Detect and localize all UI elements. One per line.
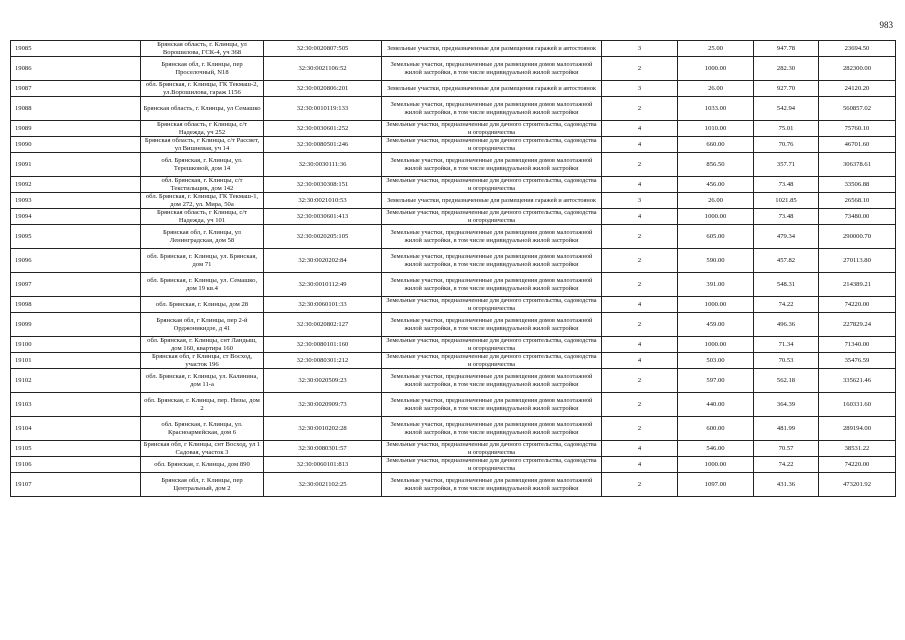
land-use-type-cell: Земельные участки, предназначенные для размещения домов малоэтажной жилой застройки, в том числе индивидуальной жилой застройки xyxy=(382,313,602,337)
table-row xyxy=(11,193,896,209)
row-number: 19103 xyxy=(11,393,141,417)
row-number: 19098 xyxy=(11,297,141,313)
table-row xyxy=(11,473,896,497)
row-number: 19104 xyxy=(11,417,141,441)
address-cell: обл. Брянская, г. Клинцы, ул. Красноармейская, дом 6 xyxy=(141,417,264,441)
cadastral-number-cell: 32:30:0030601:252 xyxy=(264,121,382,137)
row-number: 19096 xyxy=(11,249,141,273)
row-number: 19093 xyxy=(11,193,141,209)
cadastral-value-cell: 227829.24 xyxy=(819,313,896,337)
cadastral-number-cell: 32:30:0030601:413 xyxy=(264,209,382,225)
group-cell: 4 xyxy=(602,441,678,457)
cadastral-number-cell: 32:30:0020807:505 xyxy=(264,41,382,57)
unit-price-cell: 73.48 xyxy=(754,177,819,193)
address-cell: Брянская область, г Клинцы, с/т Надежда, уч 252 xyxy=(141,121,264,137)
cadastral-number-cell: 32:30:0020202:84 xyxy=(264,249,382,273)
cadastral-number-cell: 32:30:0030308:151 xyxy=(264,177,382,193)
cadastral-number-cell: 32:30:0060101:813 xyxy=(264,457,382,473)
page-number: 983 xyxy=(879,20,893,30)
address-cell: обл. Брянская, г. Клинцы, с/т Текстильщик, дом 142 xyxy=(141,177,264,193)
cadastral-value-cell: 473201.92 xyxy=(819,473,896,497)
cadastral-number-cell: 32:30:0020802:127 xyxy=(264,313,382,337)
address-cell: обл. Брянская, г. Клинцы, дом 28 xyxy=(141,297,264,313)
group-cell: 2 xyxy=(602,249,678,273)
row-number: 19107 xyxy=(11,473,141,497)
row-number: 19099 xyxy=(11,313,141,337)
table-body xyxy=(11,41,896,497)
area-cell: 25.00 xyxy=(678,41,754,57)
cadastral-number-cell: 32:30:0010119:133 xyxy=(264,97,382,121)
cadastral-value-cell: 73480.00 xyxy=(819,209,896,225)
group-cell: 4 xyxy=(602,209,678,225)
row-number: 19101 xyxy=(11,353,141,369)
land-use-type-cell: Земельные участки, предназначенные для дачного строительства, садоводства и огородничества xyxy=(382,137,602,153)
area-cell: 26.00 xyxy=(678,81,754,97)
cadastral-number-cell: 32:30:0020509:23 xyxy=(264,369,382,393)
table-row xyxy=(11,337,896,353)
row-number: 19086 xyxy=(11,57,141,81)
area-cell: 459.00 xyxy=(678,313,754,337)
cadastral-number-cell: 32:30:0010112:49 xyxy=(264,273,382,297)
row-number: 19088 xyxy=(11,97,141,121)
cadastral-value-cell: 74220.00 xyxy=(819,457,896,473)
unit-price-cell: 70.76 xyxy=(754,137,819,153)
row-number: 19089 xyxy=(11,121,141,137)
area-cell: 660.00 xyxy=(678,137,754,153)
address-cell: Брянская обл, г. Клинцы, пер Проселочный, N18 xyxy=(141,57,264,81)
group-cell: 4 xyxy=(602,353,678,369)
area-cell: 546.00 xyxy=(678,441,754,457)
group-cell: 2 xyxy=(602,225,678,249)
land-use-type-cell: Земельные участки, предназначенные для размещения домов малоэтажной жилой застройки, в том числе индивидуальной жилой застройки xyxy=(382,473,602,497)
group-cell: 3 xyxy=(602,41,678,57)
cadastral-number-cell: 32:30:0020909:73 xyxy=(264,393,382,417)
land-use-type-cell: Земельные участки, предназначенные для размещения домов малоэтажной жилой застройки, в том числе индивидуальной жилой застройки xyxy=(382,249,602,273)
cadastral-number-cell: 32:30:0021010:53 xyxy=(264,193,382,209)
land-use-type-cell: Земельные участки, предназначенные для размещения домов малоэтажной жилой застройки, в том числе индивидуальной жилой застройки xyxy=(382,417,602,441)
address-cell: Брянская обл, г. Клинцы, пер Центральный, дом 2 xyxy=(141,473,264,497)
area-cell: 1000.00 xyxy=(678,209,754,225)
table-row xyxy=(11,57,896,81)
area-cell: 1033.00 xyxy=(678,97,754,121)
cadastral-value-cell: 24120.20 xyxy=(819,81,896,97)
table-row xyxy=(11,153,896,177)
table-row xyxy=(11,97,896,121)
cadastral-number-cell: 32:30:0020806:201 xyxy=(264,81,382,97)
cadastral-value-cell: 160331.60 xyxy=(819,393,896,417)
row-number: 19091 xyxy=(11,153,141,177)
unit-price-cell: 548.31 xyxy=(754,273,819,297)
cadastral-number-cell: 32:30:0060101:33 xyxy=(264,297,382,313)
row-number: 19094 xyxy=(11,209,141,225)
land-use-type-cell: Земельные участки, предназначенные для размещения домов малоэтажной жилой застройки, в том числе индивидуальной жилой застройки xyxy=(382,57,602,81)
address-cell: Брянская область, г Клинцы, с/т Надежда, уч 101 xyxy=(141,209,264,225)
group-cell: 2 xyxy=(602,417,678,441)
address-cell: Брянская область, г. Клинцы, ул Ворошилова, ГСК-4, уч 368 xyxy=(141,41,264,57)
table-row xyxy=(11,41,896,57)
row-number: 19102 xyxy=(11,369,141,393)
unit-price-cell: 457.82 xyxy=(754,249,819,273)
land-use-type-cell: Земельные участки, предназначенные для дачного строительства, садоводства и огородничества xyxy=(382,177,602,193)
area-cell: 1097.00 xyxy=(678,473,754,497)
cadastral-value-cell: 214389.21 xyxy=(819,273,896,297)
table-row xyxy=(11,417,896,441)
address-cell: обл. Брянская, г. Клинцы, снт Ландыш, дом 160, квартира 160 xyxy=(141,337,264,353)
address-cell: обл. Брянская, г. Клинцы, ГК Текмаш-2, ул.Ворошилова, гараж 1156 xyxy=(141,81,264,97)
group-cell: 2 xyxy=(602,97,678,121)
land-use-type-cell: Земельные участки, предназначенные для дачного строительства, садоводства и огородничества xyxy=(382,337,602,353)
row-number: 19087 xyxy=(11,81,141,97)
area-cell: 597.00 xyxy=(678,369,754,393)
area-cell: 391.00 xyxy=(678,273,754,297)
table-row xyxy=(11,369,896,393)
unit-price-cell: 947.78 xyxy=(754,41,819,57)
group-cell: 4 xyxy=(602,121,678,137)
cadastral-value-cell: 306378.61 xyxy=(819,153,896,177)
unit-price-cell: 357.71 xyxy=(754,153,819,177)
table-row xyxy=(11,441,896,457)
unit-price-cell: 74.22 xyxy=(754,457,819,473)
cadastral-number-cell: 32:30:0030111:36 xyxy=(264,153,382,177)
address-cell: Брянская обл, г. Клинцы, ул Ленинградская, дом 58 xyxy=(141,225,264,249)
cadastral-number-cell: 32:30:0020205:105 xyxy=(264,225,382,249)
table-row xyxy=(11,297,896,313)
cadastral-value-cell: 560857.02 xyxy=(819,97,896,121)
address-cell: обл. Брянская, г. Клинцы, ул. Семашко, дом 19 кв.4 xyxy=(141,273,264,297)
area-cell: 26.00 xyxy=(678,193,754,209)
cadastral-number-cell: 32:30:0010202:28 xyxy=(264,417,382,441)
area-cell: 1000.00 xyxy=(678,337,754,353)
address-cell: обл. Брянская, г. Клинцы, пер. Низы, дом 2 xyxy=(141,393,264,417)
unit-price-cell: 479.34 xyxy=(754,225,819,249)
group-cell: 2 xyxy=(602,313,678,337)
cadastral-value-cell: 71340.00 xyxy=(819,337,896,353)
row-number: 19085 xyxy=(11,41,141,57)
group-cell: 2 xyxy=(602,369,678,393)
cadastral-value-cell: 46701.60 xyxy=(819,137,896,153)
row-number: 19095 xyxy=(11,225,141,249)
row-number: 19100 xyxy=(11,337,141,353)
cadastral-value-cell: 75760.10 xyxy=(819,121,896,137)
area-cell: 590.00 xyxy=(678,249,754,273)
table-row xyxy=(11,177,896,193)
row-number: 19092 xyxy=(11,177,141,193)
group-cell: 3 xyxy=(602,81,678,97)
land-use-type-cell: Земельные участки, предназначенные для размещения домов малоэтажной жилой застройки, в том числе индивидуальной жилой застройки xyxy=(382,225,602,249)
address-cell: обл. Брянская, г. Клинцы, ул. Терешковой, дом 14 xyxy=(141,153,264,177)
group-cell: 2 xyxy=(602,273,678,297)
table-row xyxy=(11,273,896,297)
row-number: 19105 xyxy=(11,441,141,457)
address-cell: Брянская обл, г Клинцы, ст Восход, участок 196 xyxy=(141,353,264,369)
cadastral-value-cell: 74220.00 xyxy=(819,297,896,313)
table-row xyxy=(11,393,896,417)
group-cell: 4 xyxy=(602,177,678,193)
land-use-type-cell: Земельные участки, предназначенные для дачного строительства, садоводства и огородничества xyxy=(382,457,602,473)
table-row xyxy=(11,313,896,337)
unit-price-cell: 71.34 xyxy=(754,337,819,353)
address-cell: Брянская область, г. Клинцы, ул Семашко xyxy=(141,97,264,121)
cadastral-number-cell: 32:30:0080301:212 xyxy=(264,353,382,369)
land-use-type-cell: Земельные участки, предназначенные для размещения домов малоэтажной жилой застройки, в том числе индивидуальной жилой застройки xyxy=(382,393,602,417)
land-use-type-cell: Земельные участки, предназначенные для размещения домов малоэтажной жилой застройки, в том числе индивидуальной жилой застройки xyxy=(382,153,602,177)
land-use-type-cell: Земельные участки, предназначенные для дачного строительства, садоводства и огородничества xyxy=(382,297,602,313)
table-row xyxy=(11,353,896,369)
land-use-type-cell: Земельные участки, предназначенные для дачного строительства, садоводства и огородничества xyxy=(382,441,602,457)
cadastral-value-cell: 23694.50 xyxy=(819,41,896,57)
table-row xyxy=(11,121,896,137)
land-use-type-cell: Земельные участки, предназначенные для дачного строительства, садоводства и огородничества xyxy=(382,209,602,225)
unit-price-cell: 1021.85 xyxy=(754,193,819,209)
area-cell: 856.50 xyxy=(678,153,754,177)
cadastral-value-cell: 33506.88 xyxy=(819,177,896,193)
area-cell: 1000.00 xyxy=(678,57,754,81)
area-cell: 503.00 xyxy=(678,353,754,369)
group-cell: 4 xyxy=(602,337,678,353)
address-cell: обл. Брянская, г. Клинцы, ул. Калинина, дом 11-а xyxy=(141,369,264,393)
cadastral-number-cell: 32:30:0080501:246 xyxy=(264,137,382,153)
group-cell: 4 xyxy=(602,457,678,473)
cadastral-number-cell: 32:30:0080101:160 xyxy=(264,337,382,353)
area-cell: 605.00 xyxy=(678,225,754,249)
address-cell: Брянская обл, г Клинцы, снт Восход, ул 1 Садовая, участок 3 xyxy=(141,441,264,457)
land-use-type-cell: Земельные участки, предназначенные для размещения домов малоэтажной жилой застройки, в том числе индивидуальной жилой застройки xyxy=(382,97,602,121)
table-row xyxy=(11,249,896,273)
group-cell: 4 xyxy=(602,137,678,153)
address-cell: обл. Брянская, г. Клинцы, ул. Брянская, дом 71 xyxy=(141,249,264,273)
land-use-type-cell: Земельные участки, предназначенные для дачного строительства, садоводства и огородничества xyxy=(382,353,602,369)
table-row xyxy=(11,225,896,249)
unit-price-cell: 70.53 xyxy=(754,353,819,369)
unit-price-cell: 282.30 xyxy=(754,57,819,81)
land-use-type-cell: Земельные участки, предназначенные для дачного строительства, садоводства и огородничества xyxy=(382,121,602,137)
area-cell: 1010.00 xyxy=(678,121,754,137)
group-cell: 2 xyxy=(602,473,678,497)
area-cell: 1000.00 xyxy=(678,457,754,473)
cadastral-value-cell: 282300.00 xyxy=(819,57,896,81)
cadastral-value-cell: 38531.22 xyxy=(819,441,896,457)
cadastral-value-cell: 26568.10 xyxy=(819,193,896,209)
row-number: 19106 xyxy=(11,457,141,473)
unit-price-cell: 74.22 xyxy=(754,297,819,313)
area-cell: 440.00 xyxy=(678,393,754,417)
area-cell: 1000.00 xyxy=(678,297,754,313)
group-cell: 2 xyxy=(602,153,678,177)
land-use-type-cell: Земельные участки, предназначенные для размещения домов малоэтажной жилой застройки, в том числе индивидуальной жилой застройки xyxy=(382,273,602,297)
unit-price-cell: 364.39 xyxy=(754,393,819,417)
group-cell: 2 xyxy=(602,57,678,81)
group-cell: 2 xyxy=(602,393,678,417)
cadastral-value-cell: 270113.80 xyxy=(819,249,896,273)
address-cell: Брянская обл, г Клинцы, пер 2-й Орджоникидзе, д 41 xyxy=(141,313,264,337)
table-row xyxy=(11,137,896,153)
unit-price-cell: 496.36 xyxy=(754,313,819,337)
land-use-type-cell: Земельные участки, предназначенные для размещения гаражей и автостоянок xyxy=(382,81,602,97)
unit-price-cell: 562.18 xyxy=(754,369,819,393)
area-cell: 456.00 xyxy=(678,177,754,193)
cadastral-value-cell: 35476.59 xyxy=(819,353,896,369)
table-row xyxy=(11,209,896,225)
unit-price-cell: 481.99 xyxy=(754,417,819,441)
address-cell: Брянская область, г Клинцы, с/т Рассвет, ул Вишневая, уч 14 xyxy=(141,137,264,153)
land-use-type-cell: Земельные участки, предназначенные для размещения домов малоэтажной жилой застройки, в том числе индивидуальной жилой застройки xyxy=(382,369,602,393)
cadastral-value-cell: 289194.00 xyxy=(819,417,896,441)
row-number: 19090 xyxy=(11,137,141,153)
cadastral-value-cell: 290000.70 xyxy=(819,225,896,249)
unit-price-cell: 431.36 xyxy=(754,473,819,497)
land-use-type-cell: Земельные участки, предназначенные для размещения гаражей и автостоянок xyxy=(382,193,602,209)
area-cell: 600.00 xyxy=(678,417,754,441)
group-cell: 4 xyxy=(602,297,678,313)
unit-price-cell: 70.57 xyxy=(754,441,819,457)
table-row xyxy=(11,81,896,97)
unit-price-cell: 542.94 xyxy=(754,97,819,121)
group-cell: 3 xyxy=(602,193,678,209)
unit-price-cell: 927.70 xyxy=(754,81,819,97)
unit-price-cell: 75.01 xyxy=(754,121,819,137)
unit-price-cell: 73.48 xyxy=(754,209,819,225)
address-cell: обл. Брянская, г. Клинцы, дом 890 xyxy=(141,457,264,473)
cadastral-value-table xyxy=(10,40,896,497)
cadastral-number-cell: 32:30:0021102:25 xyxy=(264,473,382,497)
address-cell: обл. Брянская, г. Клинцы, ГК Текмаш-1, дом 272, ул. Мира, 50а xyxy=(141,193,264,209)
cadastral-number-cell: 32:30:0021106:52 xyxy=(264,57,382,81)
cadastral-number-cell: 32:30:0080301:57 xyxy=(264,441,382,457)
cadastral-value-cell: 335621.46 xyxy=(819,369,896,393)
land-use-type-cell: Земельные участки, предназначенные для размещения гаражей и автостоянок xyxy=(382,41,602,57)
table-row xyxy=(11,457,896,473)
row-number: 19097 xyxy=(11,273,141,297)
